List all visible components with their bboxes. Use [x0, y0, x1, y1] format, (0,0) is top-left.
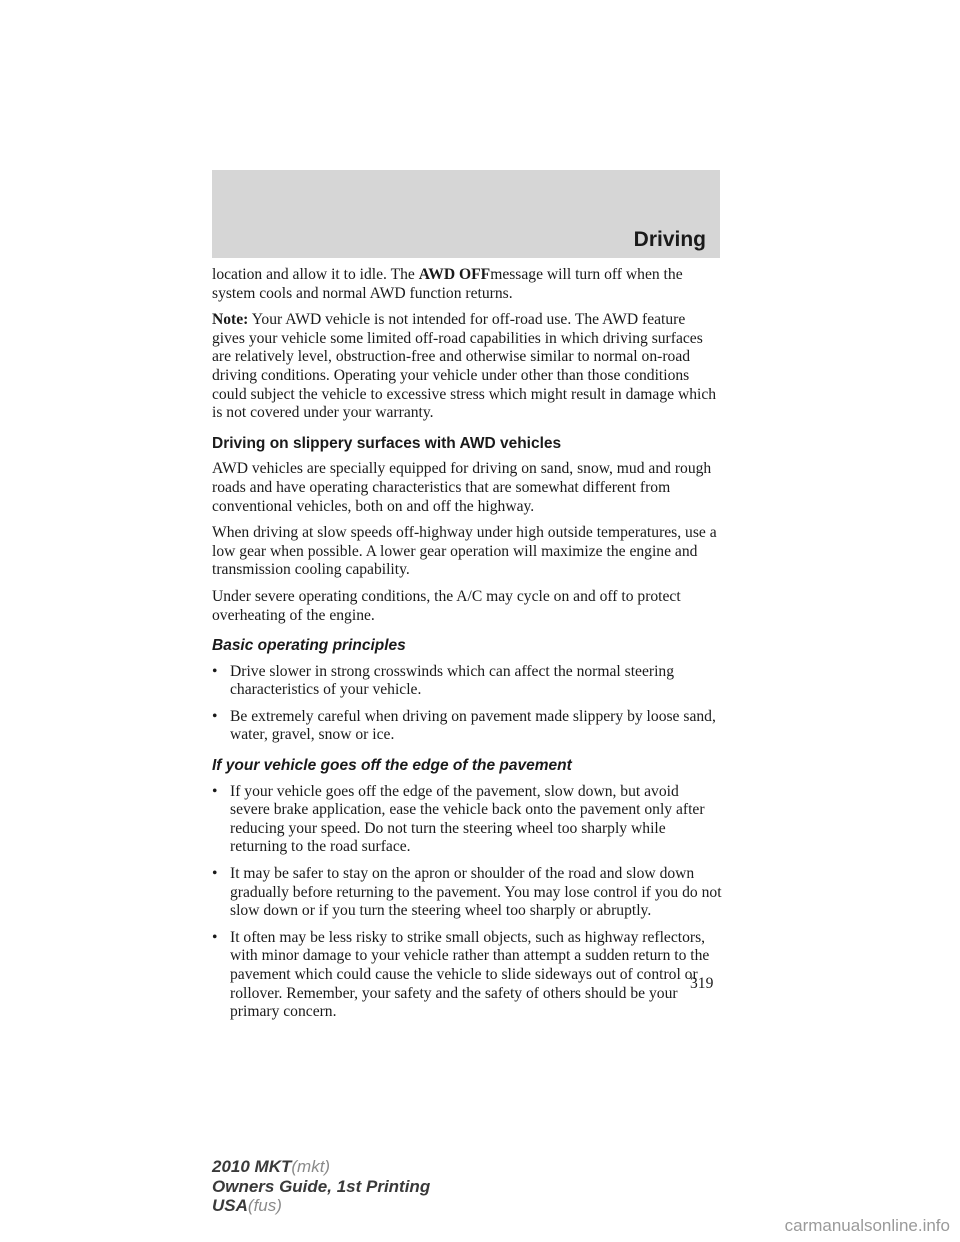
page-number: 319 [690, 975, 714, 992]
footer-line-region [212, 1196, 430, 1216]
list-item [212, 783, 722, 857]
paragraph-severe-conditions: Under severe operating conditions, the A/C may cycle on and off to protect overheating of the engine. [212, 587, 681, 624]
footer-model: 2010 MKT [212, 1157, 292, 1176]
watermark-link[interactable]: carmanualsonline.info [784, 1216, 950, 1235]
bullet-icon: • [212, 782, 218, 800]
section-title: Driving [633, 228, 706, 251]
note-text: Your AWD vehicle is not intended for off-road use. The AWD feature gives your vehicle some limited off-road capabilities in which driving surfaces are relatively level, obstruction-free and otherwise similar to normal on-road driving conditions. Operating your vehicle under other than those conditions could subject the vehicle to excessive stress which might result in damage which is not covered under your warranty. [212, 311, 717, 422]
list-item [212, 929, 722, 1022]
bullet-icon: • [212, 662, 218, 680]
intro-text-end: message will turn off when the system cools and normal AWD function returns. [212, 266, 683, 302]
footer-region: USA [212, 1196, 248, 1215]
section-header-band [212, 170, 720, 258]
awd-off-message: AWD OFF [418, 266, 491, 283]
bullet-icon: • [212, 928, 218, 946]
list-item [212, 663, 722, 700]
print-footer [212, 1157, 430, 1216]
intro-text-start: location and allow it to idle. The [212, 266, 419, 283]
list-item-text: If your vehicle goes off the edge of the pavement, slow down, but avoid severe brake application, ease the vehicle back onto the pavement only after reducing your speed. Do not turn the steering wheel too sharply while returning to the road surface. [230, 782, 705, 856]
list-item [212, 865, 722, 921]
bullet-icon: • [212, 707, 218, 725]
footer-line-printing: Owners Guide, 1st Printing [212, 1176, 431, 1196]
heading-off-edge: If your vehicle goes off the edge of the pavement [212, 757, 572, 775]
footer-line-model [212, 1157, 430, 1177]
list-item-text: Be extremely careful when driving on pavement made slippery by loose sand, water, gravel, snow or ice. [230, 707, 716, 744]
list-item [212, 708, 722, 745]
list-item-text: It often may be less risky to strike small objects, such as highway reflectors, with minor damage to your vehicle rather than attempt a sudden return to the pavement which could cause the vehicle to slide sideways out of control or rollover. Remember, your safety and the safety of others should be your primary concern. [230, 928, 710, 1021]
paragraph-slow-speeds: When driving at slow speeds off-highway under high outside temperatures, use a low gear when possible. A lower gear operation will maximize the engine and transmission cooling capability. [212, 524, 717, 579]
note-label: Note: [212, 311, 249, 329]
heading-basic-principles: Basic operating principles [212, 637, 406, 655]
footer-model-code: (mkt) [291, 1157, 331, 1176]
bullet-icon: • [212, 865, 218, 883]
heading-slippery-surfaces: Driving on slippery surfaces with AWD vehicles [212, 434, 562, 452]
list-item-text: Drive slower in strong crosswinds which can affect the normal steering characteristics of your vehicle. [230, 662, 675, 699]
footer-region-code: (fus) [247, 1196, 282, 1215]
basic-principles-list [212, 663, 722, 745]
list-item-text: It may be safer to stay on the apron or shoulder of the road and slow down gradually before returning to the pavement. You may lose control if you do not slow down or if you turn the steering wheel too sharply or abruptly. [230, 865, 722, 920]
note-paragraph [212, 311, 722, 423]
intro-paragraph [212, 266, 722, 303]
off-edge-list [212, 783, 722, 1022]
paragraph-awd-equipped: AWD vehicles are specially equipped for driving on sand, snow, mud and rough roads and have operating characteristics that are somewhat different from conventional vehicles, both on and off the highway. [212, 460, 712, 515]
page-body [212, 266, 722, 1030]
